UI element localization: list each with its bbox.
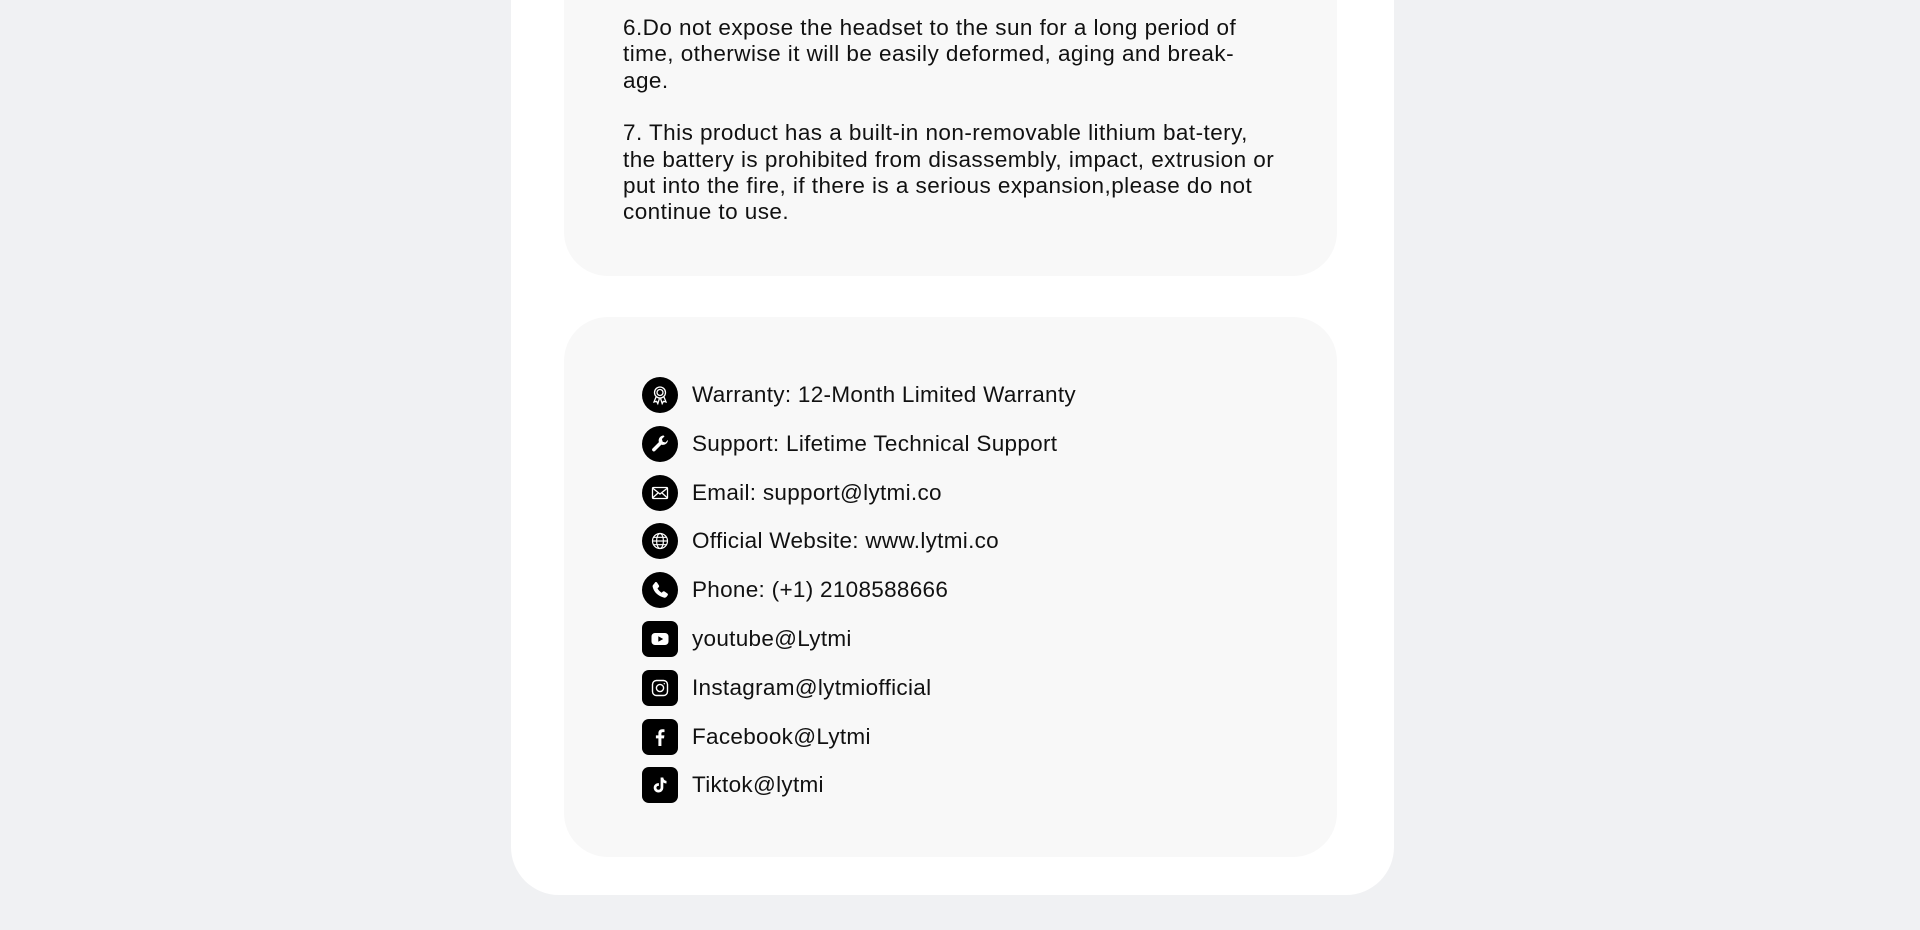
contact-warranty [642, 377, 1337, 413]
contact-info-panel [564, 317, 1337, 857]
contact-instagram-text[interactable]: Instagram@lytmiofficial [692, 674, 932, 700]
contact-youtube[interactable] [642, 621, 1337, 657]
email-icon [642, 475, 678, 511]
contact-email[interactable] [642, 475, 1337, 511]
contact-facebook[interactable] [642, 719, 1337, 755]
globe-icon [642, 523, 678, 559]
safety-note-7: 7. This product has a built-in non-removable lithium bat-tery, the battery is prohibited from disassembly, impact, extrusion or put into the fire, if there is a serious expansion,please do not continue to use. [623, 120, 1275, 225]
wrench-icon [642, 426, 678, 462]
safety-notes-panel [564, 0, 1337, 276]
contact-email-text[interactable]: Email: support@lytmi.co [692, 479, 942, 505]
contact-youtube-text[interactable]: youtube@Lytmi [692, 625, 852, 651]
facebook-icon [642, 719, 678, 755]
contact-warranty-text: Warranty: 12-Month Limited Warranty [692, 382, 1076, 407]
contact-website[interactable] [642, 523, 1337, 559]
award-icon [642, 377, 678, 413]
contact-phone-text[interactable]: Phone: (+1) 2108588666 [692, 577, 949, 603]
contact-phone[interactable] [642, 572, 1337, 608]
contact-support [642, 426, 1337, 462]
contact-website-text[interactable]: Official Website: www.lytmi.co [692, 528, 999, 554]
contact-facebook-text[interactable]: Facebook@Lytmi [692, 723, 871, 749]
contact-tiktok-text[interactable]: Tiktok@lytmi [692, 772, 824, 798]
phone-icon [642, 572, 678, 608]
contact-tiktok[interactable] [642, 767, 1337, 803]
youtube-icon [642, 621, 678, 657]
contact-list [642, 377, 1337, 803]
tiktok-icon [642, 767, 678, 803]
contact-instagram[interactable] [642, 670, 1337, 706]
safety-note-6: 6.Do not expose the headset to the sun for a long period of time, otherwise it will be easily deformed, aging and break-age. [623, 15, 1237, 93]
contact-support-text: Support: Lifetime Technical Support [692, 430, 1058, 456]
instagram-icon [642, 670, 678, 706]
